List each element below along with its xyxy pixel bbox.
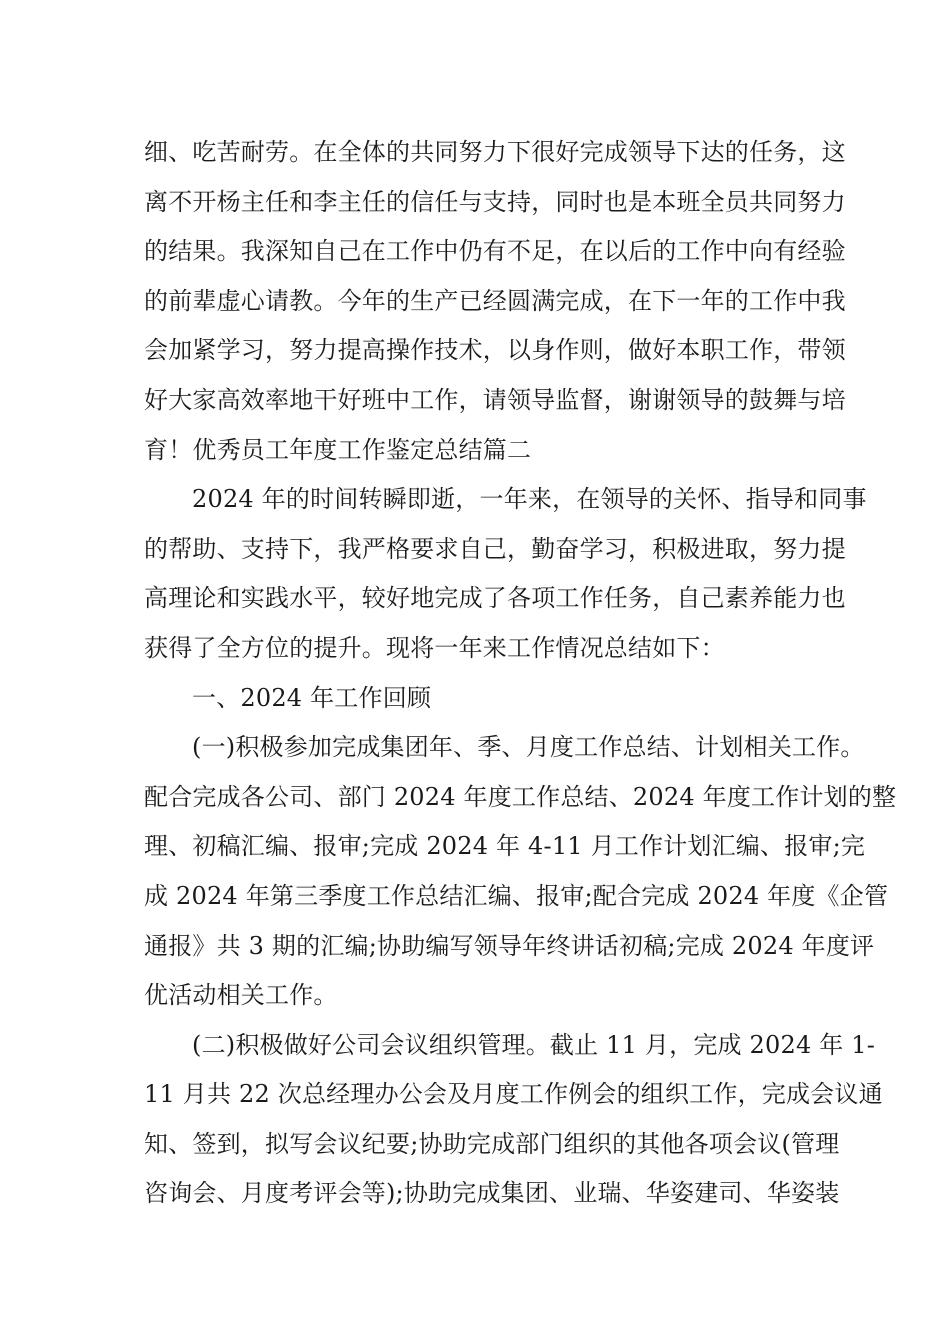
text-line: 高理论和实践水平，较好地完成了各项工作任务，自己素养能力也 — [144, 584, 846, 613]
text-line: 优活动相关工作。 — [144, 981, 338, 1010]
document-body — [144, 128, 897, 1219]
text-line: 知、签到，拟写会议纪要;协助完成部门组织的其他各项会议(管理 — [144, 1129, 840, 1158]
text-line: 成 2024 年第三季度工作总结汇编、报审;配合完成 2024 年度《企管 — [144, 881, 889, 910]
text-line: 通报》共 3 期的汇编;协助编写领导年终讲话初稿;完成 2024 年度评 — [144, 931, 875, 960]
text-line: (一)积极参加完成集团年、季、月度工作总结、计划相关工作。 — [192, 733, 865, 762]
text-line: (二)积极做好公司会议组织管理。截止 11 月，完成 2024 年 1- — [192, 1030, 876, 1059]
text-line: 咨询会、月度考评会等);协助完成集团、业瑞、华姿建司、华姿装 — [144, 1179, 840, 1208]
text-line: 的帮助、支持下，我严格要求自己，勤奋学习，积极进取，努力提 — [144, 534, 846, 563]
section-heading: 一、2024 年工作回顾 — [192, 683, 432, 712]
text-line: 会加紧学习，努力提高操作技术，以身作则，做好本职工作，带领 — [144, 336, 846, 365]
text-line: 2024 年的时间转瞬即逝，一年来，在领导的关怀、指导和同事 — [192, 485, 867, 514]
text-line: 育！优秀员工年度工作鉴定总结篇二 — [144, 435, 532, 464]
text-line: 的前辈虚心请教。今年的生产已经圆满完成，在下一年的工作中我 — [144, 286, 846, 315]
text-line: 理、初稿汇编、报审;完成 2024 年 4-11 月工作计划汇编、报审;完 — [144, 832, 866, 861]
text-line: 离不开杨主任和李主任的信任与支持，同时也是本班全员共同努力 — [144, 187, 846, 216]
text-line: 配合完成各公司、部门 2024 年度工作总结、2024 年度工作计划的整 — [144, 782, 897, 811]
text-line: 好大家高效率地干好班中工作，请领导监督，谢谢领导的鼓舞与培 — [144, 385, 846, 414]
text-line: 细、吃苦耐劳。在全体的共同努力下很好完成领导下达的任务，这 — [144, 138, 846, 166]
text-line: 获得了全方位的提升。现将一年来工作情况总结如下： — [144, 633, 725, 662]
text-line: 11 月共 22 次总经理办公会及月度工作例会的组织工作，完成会议通 — [144, 1080, 883, 1109]
text-line: 的结果。我深知自己在工作中仍有不足，在以后的工作中向有经验 — [144, 237, 846, 266]
